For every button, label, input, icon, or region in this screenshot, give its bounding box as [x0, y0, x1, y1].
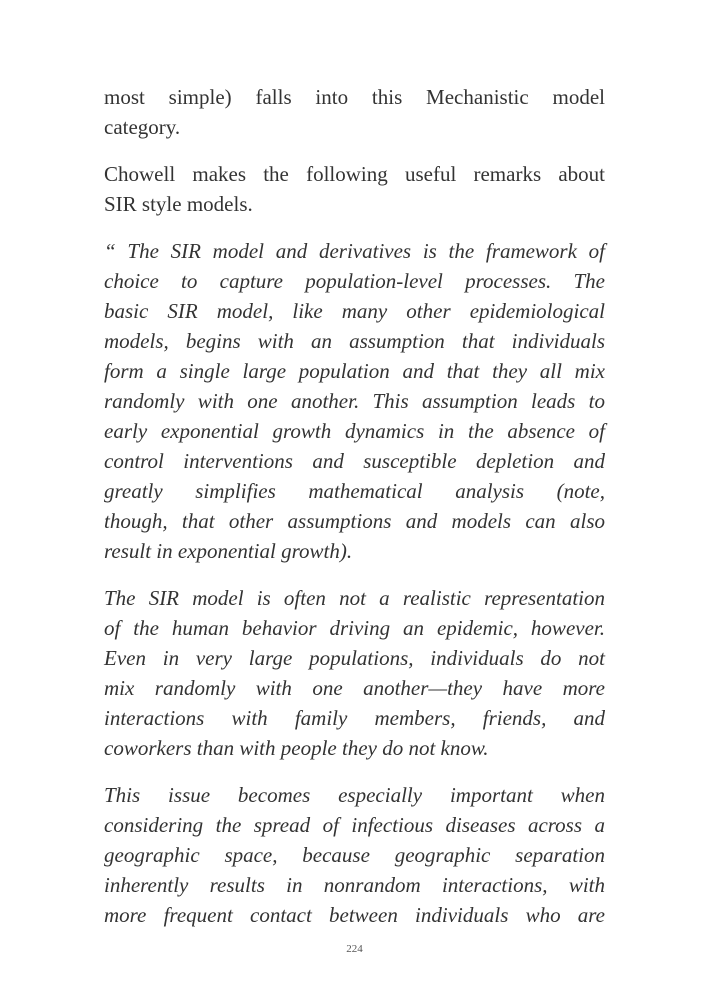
- text-line: greatly simplifies mathematical analysis (note,: [104, 479, 605, 503]
- quote-paragraph: [104, 780, 605, 930]
- paragraph: [104, 159, 605, 219]
- quote-paragraph: [104, 236, 605, 566]
- text-line: “ The SIR model and derivatives is the framework of: [104, 239, 605, 263]
- text-line: randomly with one another. This assumption leads to: [104, 389, 605, 413]
- text-line: considering the spread of infectious diseases across a: [104, 813, 605, 837]
- text-line: control interventions and susceptible depletion and: [104, 449, 605, 473]
- text-line: Even in very large populations, individuals do not: [104, 646, 605, 670]
- text-line: SIR style models.: [104, 192, 253, 216]
- text-line: coworkers than with people they do not know.: [104, 736, 489, 760]
- text-line: basic SIR model, like many other epidemiological: [104, 299, 605, 323]
- text-line: most simple) falls into this Mechanistic model: [104, 85, 605, 109]
- text-line: form a single large population and that they all mix: [104, 359, 605, 383]
- text-line: choice to capture population-level processes. The: [104, 269, 605, 293]
- text-line: of the human behavior driving an epidemic, however.: [104, 616, 605, 640]
- text-line: Chowell makes the following useful remarks about: [104, 162, 605, 186]
- text-line: interactions with family members, friends, and: [104, 706, 605, 730]
- page-number: 224: [346, 943, 363, 955]
- text-line: inherently results in nonrandom interactions, with: [104, 873, 605, 897]
- text-line: models, begins with an assumption that individuals: [104, 329, 605, 353]
- text-line: result in exponential growth).: [104, 539, 353, 563]
- text-line: more frequent contact between individuals who are: [104, 903, 605, 927]
- text-line: This issue becomes especially important when: [104, 783, 605, 807]
- quote-paragraph: [104, 583, 605, 763]
- page-body: [104, 82, 605, 947]
- text-line: mix randomly with one another—they have more: [104, 676, 605, 700]
- paragraph: [104, 82, 605, 142]
- text-line: The SIR model is often not a realistic representation: [104, 586, 605, 610]
- text-line: though, that other assumptions and models can also: [104, 509, 605, 533]
- text-line: geographic space, because geographic separation: [104, 843, 605, 867]
- text-line: early exponential growth dynamics in the absence of: [104, 419, 605, 443]
- text-line: category.: [104, 115, 181, 139]
